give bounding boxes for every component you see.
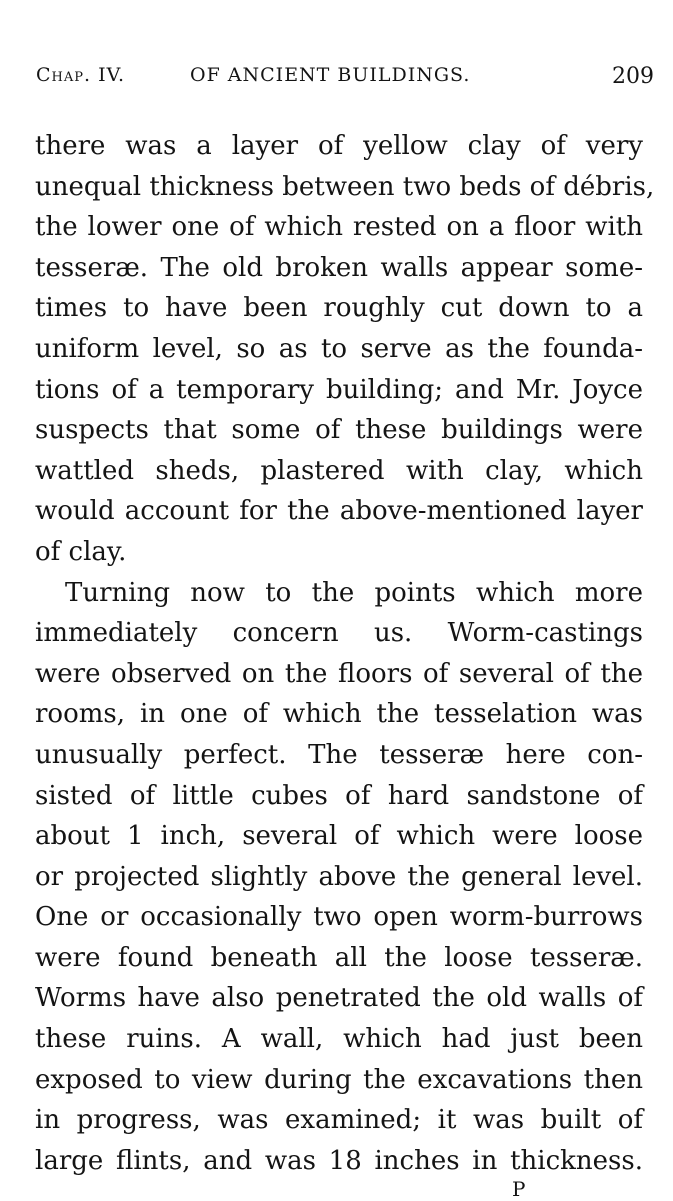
text-line: immediately concern us. Worm-castings	[35, 618, 643, 649]
text-line: there was a layer of yellow clay of very	[35, 131, 643, 161]
text-line: would account for the above-mentioned layer	[35, 496, 643, 527]
text-line: unequal thickness between two beds of débris,	[35, 171, 655, 202]
text-line: the lower one of which rested on a floor with	[35, 212, 643, 243]
text-line: uniform level, so as to serve as the founda-	[35, 333, 643, 364]
text-line: wattled sheds, plastered with clay, which	[35, 455, 643, 486]
text-line: rooms, in one of which the tesselation was	[35, 699, 643, 730]
text-line: these ruins. A wall, which had just been	[35, 1024, 643, 1055]
text-line: in progress, was examined; it was built of	[35, 1105, 643, 1136]
paragraph	[35, 573, 643, 1182]
text-line: were found beneath all the loose tesseræ.	[35, 942, 643, 973]
text-line: One or occasionally two open worm-burrows	[35, 902, 643, 933]
text-line: or projected slightly above the general level.	[35, 861, 643, 892]
text-line: large flints, and was 18 inches in thickness.	[35, 1145, 643, 1176]
text-line: tesseræ. The old broken walls appear some-	[35, 252, 643, 283]
paragraph	[35, 126, 655, 573]
text-line: were observed on the floors of several of the	[35, 658, 643, 689]
text-line: of clay.	[35, 536, 127, 567]
text-line: about 1 inch, several of which were loose	[35, 821, 643, 852]
text-line: sisted of little cubes of hard sandstone of	[35, 780, 643, 811]
chapter-title: OF ANCIENT BUILDINGS.	[190, 64, 471, 86]
text-line: unusually perfect. The tesseræ here con-	[35, 739, 643, 770]
chapter-label: Chap. IV.	[36, 64, 126, 86]
text-line: suspects that some of these buildings were	[35, 415, 643, 446]
text-line: exposed to view during the excavations then	[35, 1064, 643, 1095]
page-body	[35, 126, 655, 1181]
text-line: tions of a temporary building; and Mr. Joyce	[35, 374, 643, 405]
text-line: times to have been roughly cut down to a	[35, 293, 643, 324]
running-head	[36, 64, 654, 94]
page-number: 209	[612, 64, 654, 89]
text-line: Turning now to the points which more	[65, 577, 643, 608]
text-line: Worms have also penetrated the old walls of	[35, 983, 643, 1014]
signature-mark: P	[512, 1177, 526, 1201]
